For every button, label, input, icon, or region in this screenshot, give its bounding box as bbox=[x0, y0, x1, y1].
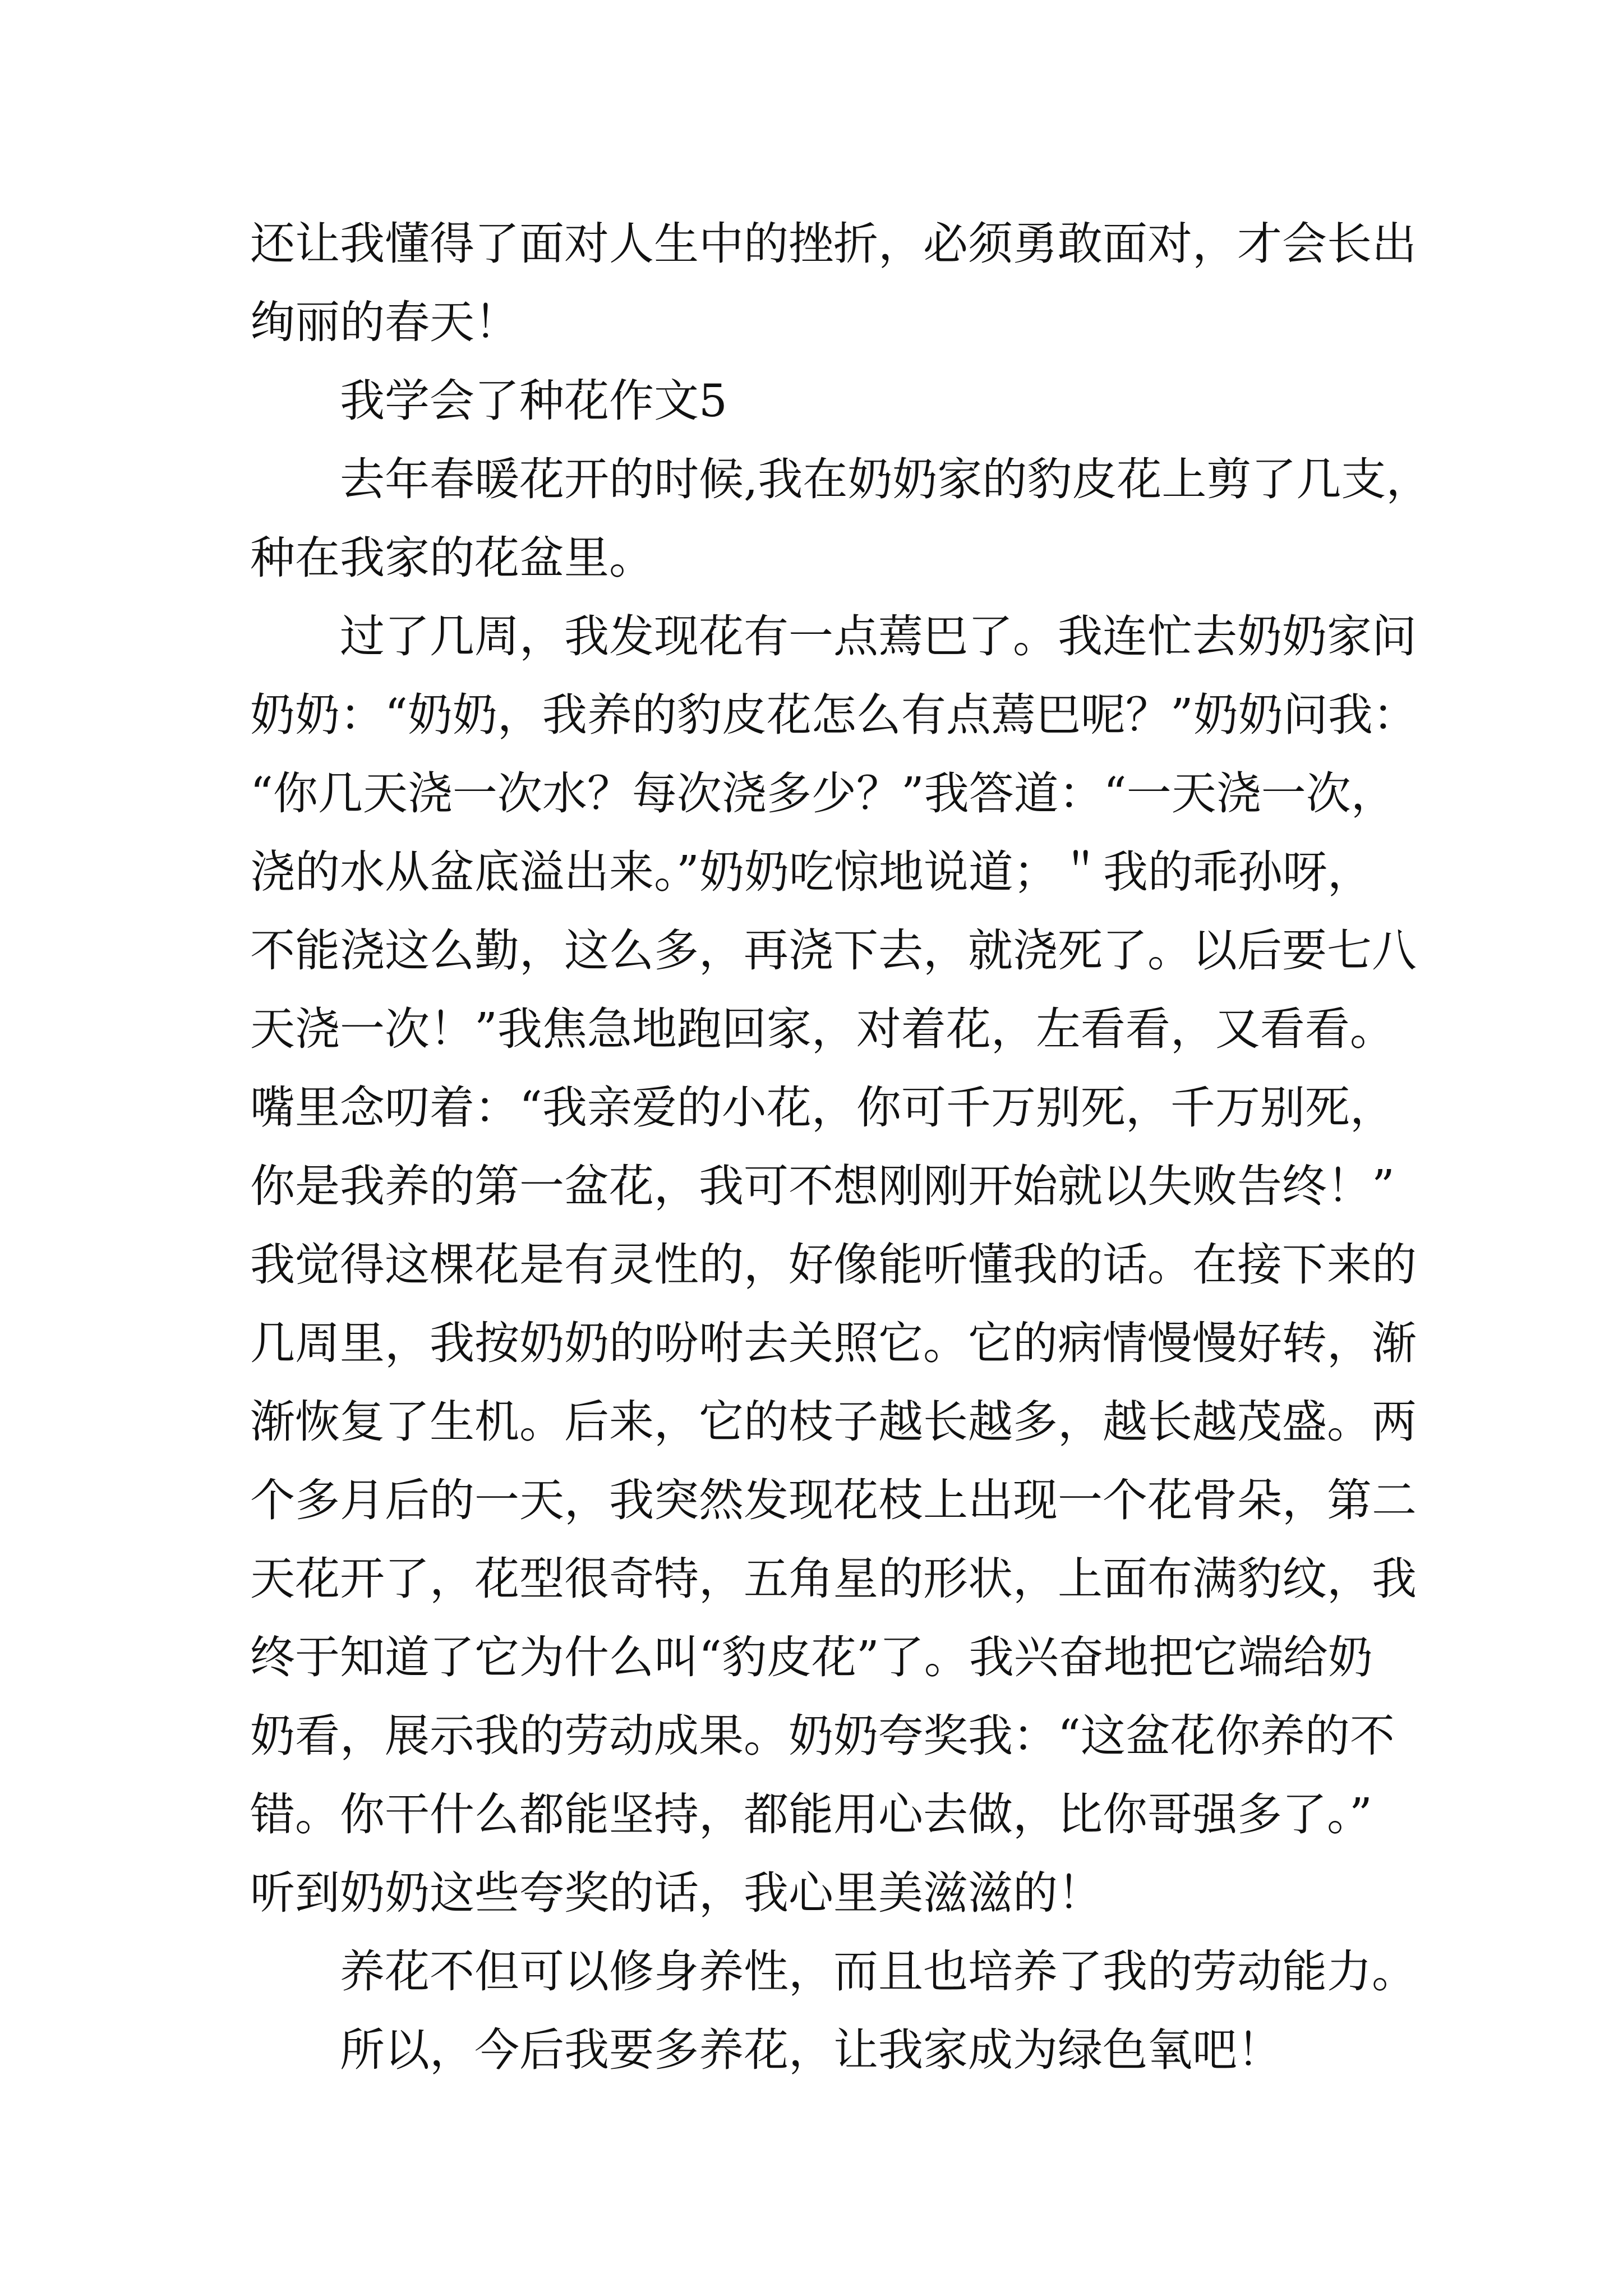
text-line: 所以，今后我要多养花，让我家成为绿色氧吧！ bbox=[340, 2024, 1282, 2076]
text-line: 还让我懂得了面对人生中的挫折，必须勇敢面对，才会长出 bbox=[250, 218, 1417, 270]
text-line: 绚丽的春天！ bbox=[250, 296, 519, 348]
text-line: 天花开了，花型很奇特，五角星的形状，上面布满豹纹，我 bbox=[250, 1553, 1417, 1605]
text-line: 养花不但可以修身养性，而且也培养了我的劳动能力。 bbox=[340, 1945, 1417, 1998]
text-line: 种在我家的花盆里。 bbox=[250, 532, 654, 584]
text-line: 个多月后的一天，我突然发现花枝上出现一个花骨朵，第二 bbox=[250, 1474, 1417, 1526]
text-line: 奶看，展示我的劳动成果。奶奶夸奖我：“这盆花你养的不 bbox=[250, 1710, 1395, 1762]
text-line: 嘴里念叨着：“我亲爱的小花，你可千万别死，千万别死， bbox=[250, 1082, 1395, 1134]
text-line: 几周里，我按奶奶的吩咐去关照它。它的病情慢慢好转，渐 bbox=[250, 1317, 1417, 1369]
text-line: 天浇一次！”我焦急地跑回家，对着花，左看看，又看看。 bbox=[250, 1003, 1395, 1055]
text-line: “你几天浇一次水？每次浇多少？”我答道：“一天浇一次， bbox=[250, 767, 1396, 820]
text-line: 你是我养的第一盆花，我可不想刚刚开始就以失败告终！” bbox=[250, 1160, 1395, 1212]
text-line: 我觉得这棵花是有灵性的，好像能听懂我的话。在接下来的 bbox=[250, 1239, 1417, 1291]
section-heading: 我学会了种花作文5 bbox=[340, 375, 727, 427]
text-line: 浇的水从盆底溢出来。”奶奶吃惊地说道；＂我的乖孙呀， bbox=[250, 846, 1372, 898]
text-line: 不能浇这么勤，这么多，再浇下去，就浇死了。以后要七八 bbox=[250, 924, 1417, 977]
essay-body bbox=[250, 205, 1456, 2090]
text-line: 错。你干什么都能坚持，都能用心去做，比你哥强多了。” bbox=[250, 1788, 1372, 1841]
text-line: 渐恢复了生机。后来，它的枝子越长越多，越长越茂盛。两 bbox=[250, 1396, 1417, 1448]
text-line: 过了几周，我发现花有一点蔫巴了。我连忙去奶奶家问 bbox=[340, 610, 1417, 662]
text-line: 去年春暖花开的时候,我在奶奶家的豹皮花上剪了几支， bbox=[340, 453, 1431, 505]
text-line: 听到奶奶这些夸奖的话，我心里美滋滋的！ bbox=[250, 1867, 1103, 1919]
text-line: 终于知道了它为什么叫“豹皮花”了。我兴奋地把它端给奶 bbox=[250, 1631, 1373, 1683]
text-line: 奶奶：“奶奶，我养的豹皮花怎么有点蔫巴呢？”奶奶问我： bbox=[250, 689, 1418, 741]
